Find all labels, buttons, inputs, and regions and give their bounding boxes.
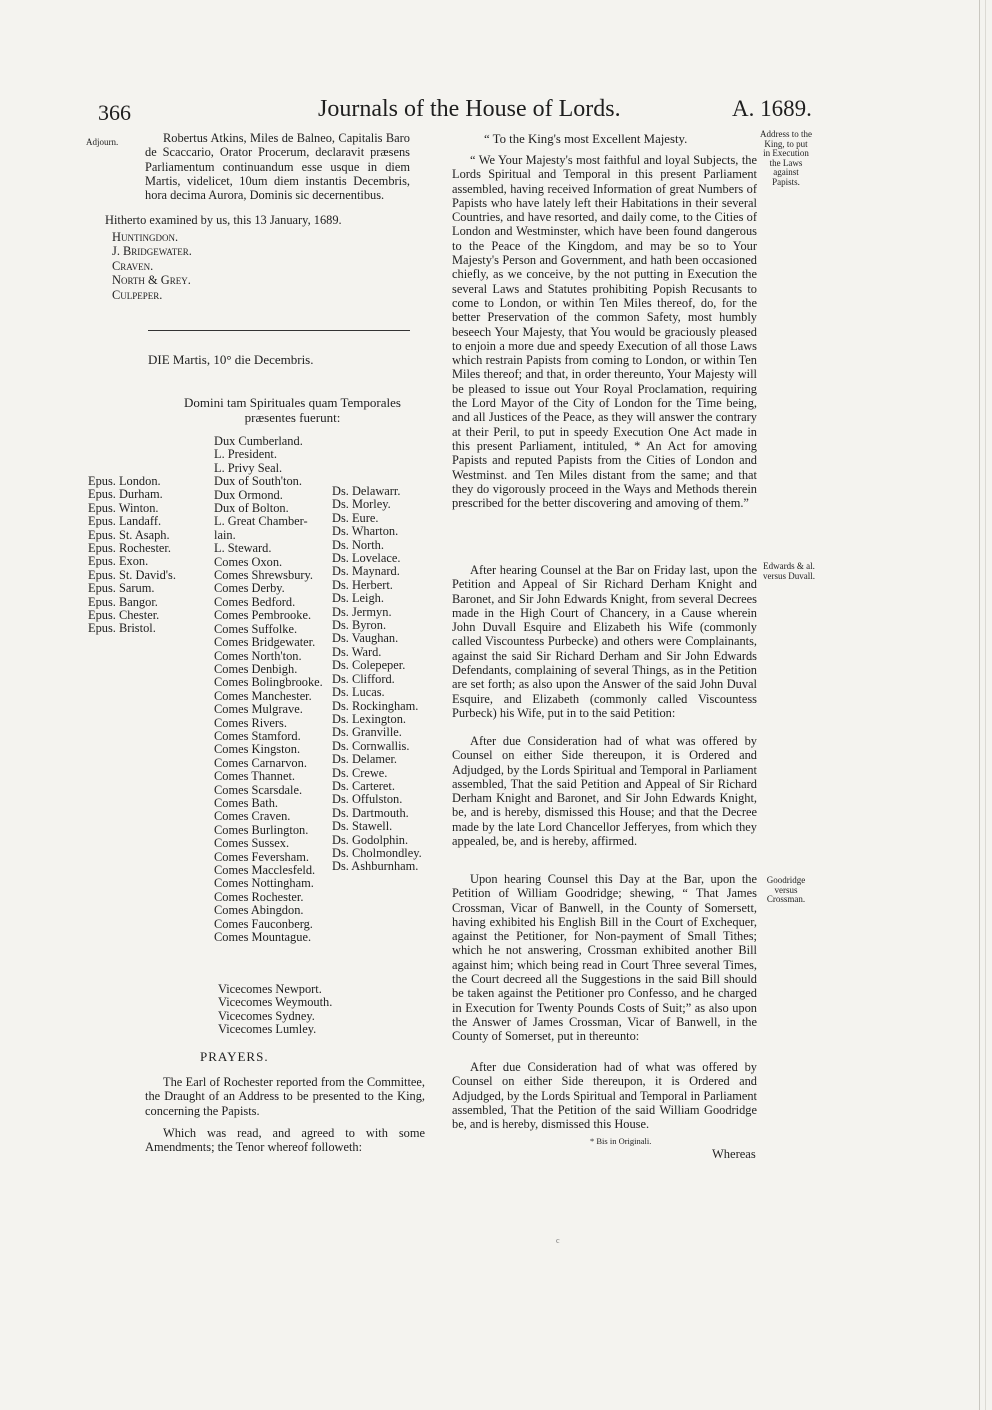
viscount-entry: Vicecomes Weymouth. xyxy=(218,995,333,1010)
agreed-paragraph: Which was read, and agreed to with some Amendments; the Tenor whereof followeth: xyxy=(145,1126,425,1155)
examiner-name: J. Bridgewater. xyxy=(112,244,192,259)
margin-note-address: Address to the King, to put in Execution the Laws against Papists. xyxy=(760,129,812,187)
temporal-lord-entry: Comes Fauconberg. xyxy=(214,916,313,931)
baron-entry: Ds. Granville. xyxy=(332,725,402,740)
bishop-entry: Epus. Winton. xyxy=(88,500,159,515)
bishop-entry: Epus. Bristol. xyxy=(88,621,156,636)
goodridge-order: After due Consideration had of what was offered by Counsel on either Side thereupon, it is Ordered and Adjudged, by the Lords Spiritual and Temporal in Parliament assembled, That the Petition of the said William Goodridge be, and is hereby, dismissed this House. xyxy=(452,1060,757,1132)
adjourn-paragraph: Robertus Atkins, Miles de Balneo, Capitalis Baro de Scaccario, Orator Procerum, declaravit præsens Parliamentum continuandum esse usque in diem Martis, videlicet, 10um diem instantis Decembris, hora decima Aurora, Dominis sic decernentibus. xyxy=(145,131,410,203)
baron-entry: Ds. Byron. xyxy=(332,618,387,633)
temporal-lord-entry: Comes Sussex. xyxy=(214,836,290,851)
page-crease xyxy=(979,0,980,1410)
baron-entry: Ds. North. xyxy=(332,537,384,552)
viscount-entry: Vicecomes Newport. xyxy=(218,982,322,996)
address-heading: “ To the King's most Excellent Majesty. xyxy=(484,132,688,146)
temporal-lord-entry: L. Privy Seal. xyxy=(214,460,283,475)
margin-note-adjourn: Adjourn. xyxy=(86,137,119,147)
temporal-lord-entry: Comes Bridgewater. xyxy=(214,635,316,650)
temporal-lord-entry: Dux Ormond. xyxy=(214,487,283,502)
baron-entry: Ds. Morley. xyxy=(332,497,391,512)
viscount-entry: Vicecomes Lumley. xyxy=(218,1022,317,1037)
footnote: * Bis in Originali. xyxy=(590,1136,652,1146)
baron-entry: Ds. Delawarr. xyxy=(332,484,401,498)
running-title: Journals of the House of Lords. xyxy=(318,96,621,122)
edwards-paragraph: After hearing Counsel at the Bar on Friday last, upon the Petition and Appeal of Sir Richard Derham Knight and Baronet, and Sir John Edwards Knight, from several Decrees made in the High Court of Chancery, in a Cause wherein John Duvall Esquire and Elizabeth his Wife (commonly called Viscountess Purbecke) and others were Complainants, against the said Sir Richard Derham and Sir John Edwards Defendants, complaining of several Things, as in the Petition are set forth; as also upon the Answer of the said John Duval Esquire, and Elizabeth (commonly called Viscountess Purbeck) his Wife, put in to the said Petition: xyxy=(452,563,757,720)
bishop-entry: Epus. St. Asaph. xyxy=(88,527,170,542)
bishop-entry: Epus. Chester. xyxy=(88,608,160,623)
baron-entry: Ds. Ward. xyxy=(332,644,382,659)
domini-heading: Domini tam Spirituales quam Temporales præsentes fuerunt: xyxy=(184,395,401,425)
temporal-lord-entry: Comes Macclesfeld. xyxy=(214,863,316,877)
baron-entry: Ds. Offulston. xyxy=(332,792,403,807)
baron-entry: Ds. Godolphin. xyxy=(332,832,409,847)
baron-entry: Ds. Lovelace. xyxy=(332,551,401,566)
baron-entry: Ds. Maynard. xyxy=(332,564,400,579)
temporal-lord-entry: Comes Denbigh. xyxy=(214,661,298,676)
baron-entry: Ds. Dartmouth. xyxy=(332,805,409,820)
bishop-entry: Epus. St. David's. xyxy=(88,567,176,582)
baron-entry: Ds. Colepeper. xyxy=(332,658,406,673)
baron-entry: Ds. Herbert. xyxy=(332,577,393,592)
temporal-lord-entry: Comes Manchester. xyxy=(214,688,312,703)
baron-entry: Ds. Wharton. xyxy=(332,524,399,539)
temporal-lord-entry: Comes Stamford. xyxy=(214,728,301,743)
address-text: “ We Your Majesty's most faithful and loyal Subjects, the Lords Spiritual and Temporal in this present Parliament assembled, having received Information of great Numbers of Papists who have lately left their Habitations in their several Countries, and have resorted, and daily come, to the Cities of London and Westminster, which have been found dangerous to the Peace of the Kingdom, and may be so to Your Majesty's Person and Government, and hath been occasioned chiefly, as we conceive, by the not putting in Execution the several Laws and Statutes prohibiting Popish Recusants to come to London, or within Ten Miles thereof, do, for the better Preservation of the common Safety, most humbly beseech Your Majesty, that You would be graciously pleased to enjoin a more due and speedy Execution of all those Laws which restrain Papists from coming to London, or within Ten Miles thereof; and that, in order thereunto, Your Majesty will be pleased to issue out Your Royal Proclamation, requiring the Lord Mayor of the City of London for the Time being, and all Justices of the Peace, as they will answer the contrary at their Peril, to put in speedy Execution One Act made in this present Parliament, intituled, * An Act for amoving Papists and reputed Papists from the Cities of London and Westminst. and Ten Miles distant from the same; and that they do vigorously proceed in the Ways and Methods therein prescribed for the better discovering and amoving of them.” xyxy=(452,153,757,511)
examined-line: Hitherto examined by us, this 13 January, 1689. xyxy=(105,213,342,227)
examiner-name: Craven. xyxy=(112,258,154,273)
temporal-lord-entry: Comes Pembrooke. xyxy=(214,608,312,623)
temporal-lord-entry: Comes Nottingham. xyxy=(214,876,314,891)
bishops-list xyxy=(88,475,176,636)
baron-entry: Ds. Cholmondley. xyxy=(332,845,422,860)
temporal-lord-entry: Dux of South'ton. xyxy=(214,474,302,489)
temporal-lord-entry: Comes Suffolke. xyxy=(214,621,298,636)
temporal-lord-entry: Dux of Bolton. xyxy=(214,501,289,516)
temporal-lord-entry: Dux Cumberland. xyxy=(214,434,303,448)
baron-entry: Ds. Lucas. xyxy=(332,685,385,700)
temporal-lord-entry: Comes Mulgrave. xyxy=(214,702,303,717)
examiner-name: North & Grey. xyxy=(112,273,191,288)
temporal-lord-entry: Comes Feversham. xyxy=(214,849,309,864)
temporal-lord-entry: Comes Burlington. xyxy=(214,822,309,837)
temporal-lord-entry: Comes Rivers. xyxy=(214,715,287,730)
baron-entry: Ds. Stawell. xyxy=(332,819,393,834)
bishop-entry: Epus. Bangor. xyxy=(88,594,158,609)
temporal-lord-entry: Comes Shrewsbury. xyxy=(214,568,314,583)
prayers-heading: PRAYERS. xyxy=(200,1049,269,1064)
temporal-lord-entry: Comes Mountague. xyxy=(214,930,312,945)
viscounts-list xyxy=(218,983,332,1037)
viscount-entry: Vicecomes Sydney. xyxy=(218,1008,315,1023)
bishop-entry: Epus. Durham. xyxy=(88,487,163,502)
temporal-lord-entry: Comes Oxon. xyxy=(214,554,283,569)
baron-entry: Ds. Vaughan. xyxy=(332,631,399,646)
page-number: 366 xyxy=(98,100,131,125)
rochester-report: The Earl of Rochester reported from the Committee, the Draught of an Address to be presented to the King, concerning the Papists. xyxy=(145,1075,425,1118)
temporal-lord-entry: Comes Thannet. xyxy=(214,769,295,784)
page-mark: c xyxy=(556,1236,560,1245)
die-heading: DIE Martis, 10° die Decembris. xyxy=(148,352,314,367)
bishop-entry: Epus. Landaff. xyxy=(88,514,162,529)
temporal-lord-entry: Comes Abingdon. xyxy=(214,903,304,918)
bishop-entry: Epus. Rochester. xyxy=(88,541,171,556)
baron-entry: Ds. Clifford. xyxy=(332,671,395,686)
baron-entry: Ds. Leigh. xyxy=(332,591,384,606)
temporal-lord-entry: Comes Bath. xyxy=(214,795,279,810)
temporal-lord-entry: Comes Carnarvon. xyxy=(214,755,307,770)
page-crease-shadow xyxy=(985,0,986,1410)
temporal-lord-entry: Comes North'ton. xyxy=(214,648,302,663)
baron-entry: Ds. Eure. xyxy=(332,510,379,525)
baron-entry: Ds. Cornwallis. xyxy=(332,738,410,753)
temporal-lord-entry: Comes Rochester. xyxy=(214,889,304,904)
baron-entry: Ds. Delamer. xyxy=(332,752,398,767)
temporal-lord-entry: Comes Scarsdale. xyxy=(214,782,303,797)
bishop-entry: Epus. Exon. xyxy=(88,554,149,569)
temporal-lord-entry: lain. xyxy=(214,527,236,542)
temporal-lord-entry: Comes Derby. xyxy=(214,581,285,596)
temporal-lord-entry: L. Steward. xyxy=(214,541,272,556)
year-heading: A. 1689. xyxy=(732,96,812,121)
examiner-name: Huntingdon. xyxy=(112,230,179,244)
temporal-lord-entry: Comes Craven. xyxy=(214,809,291,824)
catchword: Whereas xyxy=(712,1147,756,1161)
baron-entry: Ds. Crewe. xyxy=(332,765,388,780)
baron-entry: Ds. Lexington. xyxy=(332,711,406,726)
baron-entry: Ds. Rockingham. xyxy=(332,698,419,713)
baron-entry: Ds. Jermyn. xyxy=(332,604,392,619)
baron-entry: Ds. Carteret. xyxy=(332,778,395,793)
temporal-lord-entry: Comes Bolingbrooke. xyxy=(214,675,323,690)
baron-entry: Ds. Ashburnham. xyxy=(332,859,419,874)
margin-note-edwards: Edwards & al. versus Duvall. xyxy=(763,561,815,581)
margin-note-goodridge: Goodridge versus Crossman. xyxy=(766,875,806,904)
bishop-entry: Epus. Sarum. xyxy=(88,581,155,596)
temporal-lord-entry: L. President. xyxy=(214,447,277,462)
barons-list xyxy=(332,485,422,874)
edwards-order: After due Consideration had of what was offered by Counsel on either Side thereupon, it is Ordered and Adjudged, by the Lords Spiritual and Temporal in Parliament assembled, That the said Petition and Appeal of Sir Richard Derham Knight and Baronet, and Sir John Edwards Knight, be, and is hereby, dismissed this House; and that the Decree made by the late Lord Chancellor Jefferyes, from which they appealed, be, and is hereby, affirmed. xyxy=(452,734,757,849)
temporal-lord-entry: Comes Kingston. xyxy=(214,742,301,757)
temporal-lord-entry: L. Great Chamber- xyxy=(214,514,308,529)
examiners-list xyxy=(112,230,192,302)
section-rule xyxy=(148,330,410,331)
temporal-lords-list xyxy=(214,435,323,944)
temporal-lord-entry: Comes Bedford. xyxy=(214,594,296,609)
bishop-entry: Epus. London. xyxy=(88,474,161,488)
goodridge-paragraph: Upon hearing Counsel this Day at the Bar, upon the Petition of William Goodridge; shewing, “ That James Crossman, Vicar of Banwell, in the County of Somersett, having exhibited his English Bill in the Court of Exchequer, against the Petitioner, for Non-payment of Small Tithes; which he not answering, Crossman exhibited another Bill against him; which being read in Court Three several Times, the Court decreed all the Suggestions in the said Bill should be taken against the Petitioner pro Confesso, and he charged in Execution for Twenty Pounds Costs of Suit;” as also upon the Answer of James Crossman, Vicar of Banwell, in the County of Somerset, put in thereunto: xyxy=(452,872,757,1044)
examiner-name: Culpeper. xyxy=(112,287,163,302)
